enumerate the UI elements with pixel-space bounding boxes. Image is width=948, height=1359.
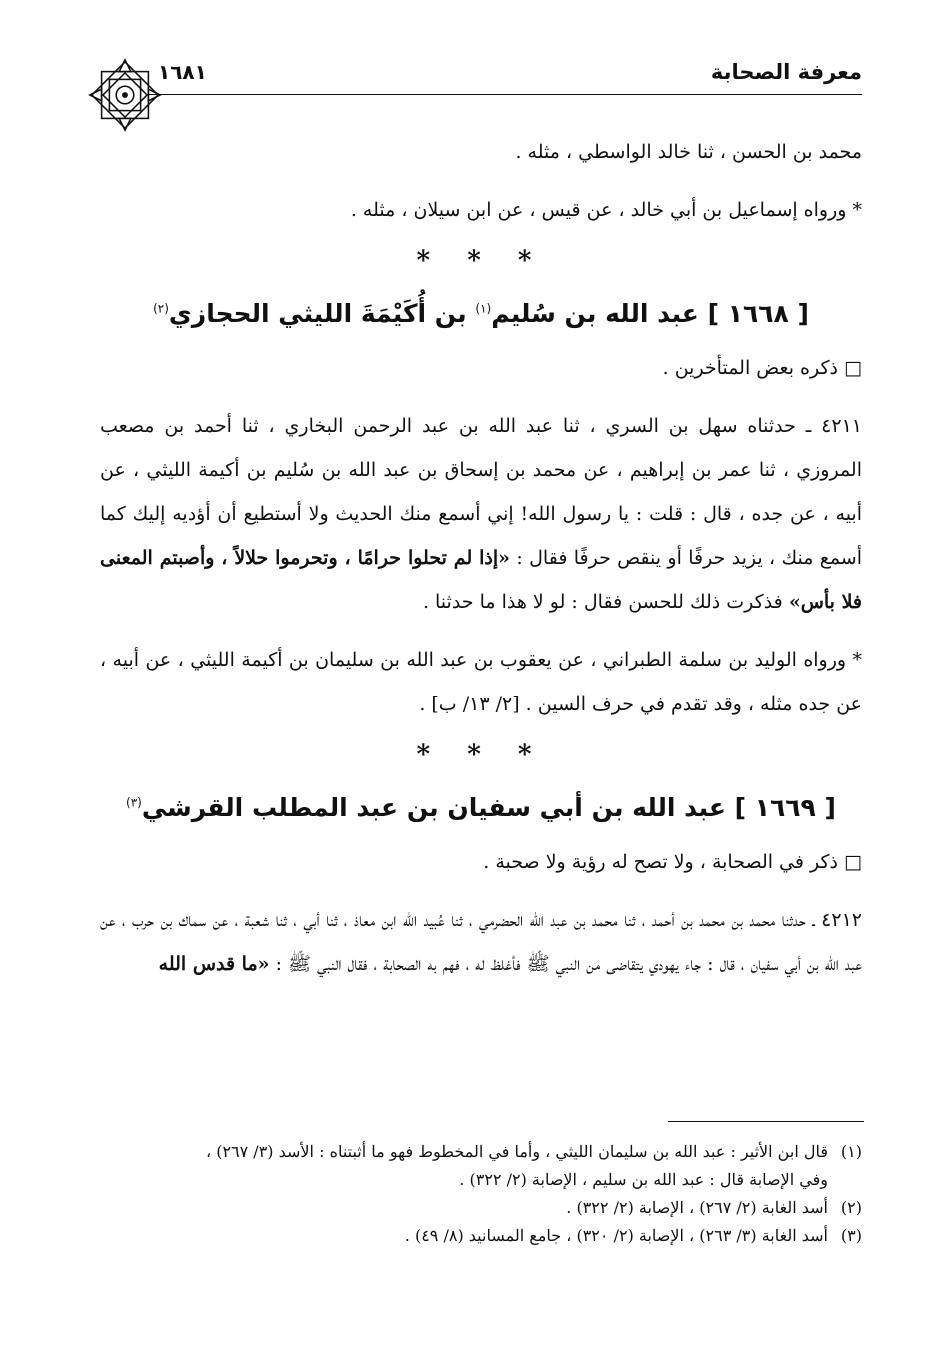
paragraph: * ورواه إسماعيل بن أبي خالد ، عن قيس ، عن ابن سيلان ، مثله . [350,199,862,221]
entry-heading [100,786,862,830]
footnote-ref: (٢) [153,301,169,316]
footnote [100,1138,862,1194]
footnote-text: أسد الغابة (٢/ ٢٦٧) ، الإصابة (٢/ ٣٢٢) . [566,1198,828,1217]
hadith-text: ٤٢١١ ـ حدثناه سهل بن السري ، ثنا عبد الله بن عبد الرحمن البخاري ، ثنا أحمد بن مصعب المروزي ، ثنا عمر بن إبراهيم ، عن محمد بن إسحاق بن عبد الله بن سُليم بن أكيمة الليثي ، عن أبيه ، عن جده ، قال : قلت : يا رسول الله! إني أسمع منك الحديث ولا أستطيع أن أؤديه إليك كما أسمع منك ، يزيد حرفًا أو ينقص حرفًا فقال : [100,415,862,569]
entry-name: عبد الله بن سُليم [491,299,699,328]
ornament-icon [86,56,164,134]
footnote-text: وفي الإصابة قال : عبد الله بن سليم ، الإصابة (٢/ ٣٢٢) . [459,1170,828,1189]
page-header [88,58,862,98]
entry-heading [100,292,862,336]
section-separator: * * * [416,740,546,770]
paragraph: □ ذكره بعض المتأخرين . [662,357,862,379]
hadith-quote: «إذا لم تحلوا حرامًا ، وتحرموا حلالاً ، وأصبتم المعنى فلا بأس» [100,547,862,613]
paragraph: □ ذكر في الصحابة ، ولا تصح له رؤية ولا صحبة . [483,851,862,873]
entry-number: [ ١٦٦٩ ] [734,793,836,822]
running-title: معرفة الصحابة [710,60,862,84]
footnote-number: (٣) [840,1226,862,1245]
hadith-text-end: فذكرت ذلك للحسن فقال : لو لا هذا ما حدثنا . [422,591,783,613]
footnote-ref: (١) [475,301,492,316]
footnote-text: قال ابن الأثير : عبد الله بن سليمان الليثي ، وأما في المخطوط فهو ما أثبتناه : الأسد (٣/ ٢٦٧) ، [205,1142,828,1161]
footnote [100,1222,862,1250]
footnote-rule [668,1121,864,1122]
paragraph: محمد بن الحسن ، ثنا خالد الواسطي ، مثله . [515,141,862,163]
entry-name: عبد الله بن أبي سفيان بن عبد المطلب القرشي [141,793,726,822]
hadith-quote: «ما قدس الله [158,953,270,975]
paragraph: * ورواه الوليد بن سلمة الطبراني ، عن يعقوب بن عبد الله بن سليمان بن أكيمة الليثي ، عن أبيه ، عن جده مثله ، وقد تقدم في حرف السين . [٢/ ١٣/ ب] . [100,649,862,715]
footnote [100,1194,862,1222]
footnote-ref: (٣) [126,795,142,810]
footnotes [100,1138,862,1250]
header-rule [148,94,862,95]
footnote-number: (٢) [840,1198,862,1217]
entry-name-cont: بن أُكَيْمَةَ الليثي الحجازي [168,299,467,328]
hadith-text: ٤٢١٢ ـ حدثنا محمد بن محمد بن أحمد ، ثنا محمد بن عبد الله الحضرمي ، ثنا عُبيد الله ابن معاذ ، ثنا أبي ، ثنا شعبة ، عن سماك بن حرب ، عن عبد الله بن أبي سفيان ، قال : جاء يهودي يتقاضى من النبي ﷺ فأغلظ له ، فهم به الصحابة ، فقال النبي ﷺ : [100,909,862,975]
hadith-paragraph [100,898,862,986]
entry-number: [ ١٦٦٨ ] [707,299,809,328]
footnote-text: أسد الغابة (٣/ ٢٦٣) ، الإصابة (٢/ ٣٢٠) ، جامع المسانيد (٨/ ٤٩) . [404,1226,828,1245]
hadith-paragraph [100,404,862,624]
section-separator: * * * [416,246,546,276]
page-number: ١٦٨١ [158,60,207,84]
main-text [100,130,862,986]
footnote-number: (١) [840,1142,862,1161]
